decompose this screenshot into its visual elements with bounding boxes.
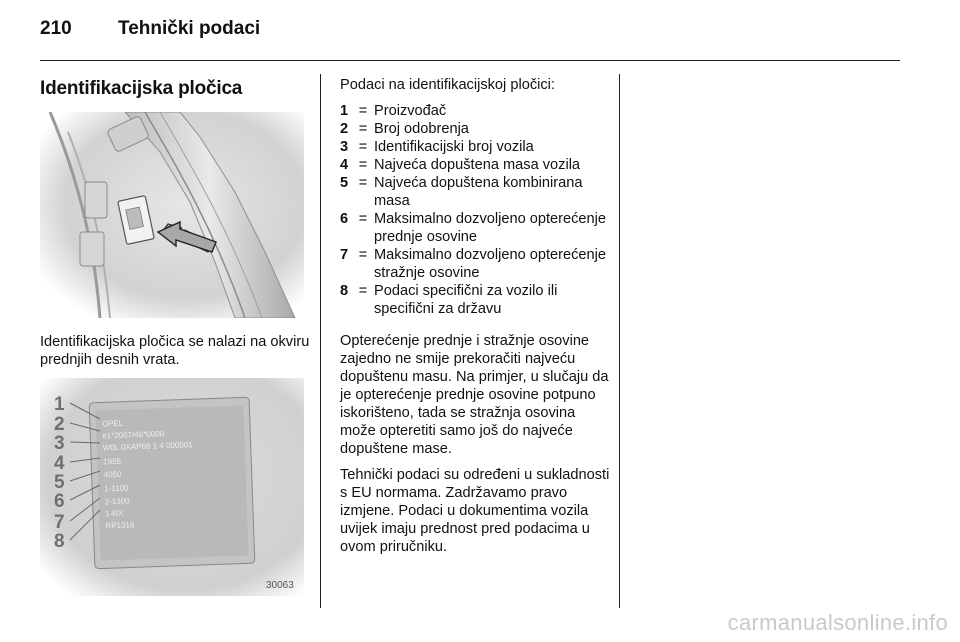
- plate-line-6: 1-1100: [104, 483, 129, 494]
- plate-number-4: 4: [54, 453, 65, 474]
- list-item-number: 6: [340, 211, 349, 227]
- plate-number-7: 7: [54, 512, 65, 533]
- plate-data-list: [340, 102, 612, 318]
- list-item-equals: =: [358, 103, 368, 119]
- page-header-title: Tehnički podaci: [118, 18, 261, 39]
- paragraph-axle-load: Opterećenje prednje i stražnje osovine zajedno ne smije prekoračiti najveću dopuštenu masu. Na primjer, u slučaju da je opterećenje prednje osovine potpuno iskorišteno, tada se stražnja osovina može opteretiti samo još do najveće dopuštene mase.: [340, 333, 609, 457]
- list-item-equals: =: [358, 247, 368, 263]
- list-item: [340, 174, 612, 210]
- list-item-text: Maksimalno dozvoljeno opterećenje stražnje osovine: [374, 247, 607, 281]
- list-item-text: Podaci specifični za vozilo ili specifični za državu: [374, 283, 558, 317]
- footer-watermark: carmanualsonline.info: [727, 610, 948, 635]
- list-item: [340, 102, 612, 120]
- list-item-text: Najveća dopuštena kombinirana masa: [374, 175, 583, 209]
- list-item-equals: =: [358, 175, 368, 191]
- plate-number-8: 8: [54, 531, 65, 552]
- plate-line-3: W0L 0XAP68 1 4 000001: [102, 440, 193, 453]
- list-item-equals: =: [358, 283, 368, 299]
- header-rule: [40, 60, 900, 61]
- list-item-number: 3: [340, 139, 349, 155]
- list-item-equals: =: [358, 157, 368, 173]
- figure1-caption: Identifikacijska pločica se nalazi na okviru prednjih desnih vrata.: [40, 334, 310, 368]
- list-item: [340, 156, 612, 174]
- list-item-number: 5: [340, 175, 349, 191]
- plate-line-1: OPEL: [101, 418, 124, 429]
- plate-number-3: 3: [54, 433, 65, 454]
- plate-number-2: 2: [54, 414, 65, 435]
- plate-line-9: RP1316: [105, 520, 135, 531]
- list-item-number: 2: [340, 121, 349, 137]
- list-item: [340, 138, 612, 156]
- list-item-text: Najveća dopuštena masa vozila: [374, 157, 581, 173]
- list-item-number: 4: [340, 157, 349, 173]
- list-item-text: Broj odobrenja: [374, 121, 469, 137]
- page-header: [40, 18, 260, 40]
- image-code: 30063: [266, 580, 294, 591]
- list-item-number: 1: [340, 103, 349, 119]
- list-item: [340, 282, 612, 318]
- plate-line-5: 4050: [103, 469, 122, 480]
- door-frame-illustration: [40, 112, 304, 318]
- identification-plate-illustration: [40, 378, 304, 596]
- list-item-equals: =: [358, 139, 368, 155]
- column-divider-right: [619, 74, 620, 608]
- list-item-number: 7: [340, 247, 349, 263]
- list-item-text: Maksimalno dozvoljeno opterećenje prednje osovine: [374, 211, 607, 245]
- plate-number-5: 5: [54, 472, 65, 493]
- list-item: [340, 246, 612, 282]
- text-column: [340, 76, 612, 564]
- paragraph-eu-norms: Tehnički podaci su određeni u sukladnosti s EU normama. Zadržavamo pravo izmjene. Podaci u dokumentima vozila uvijek imaju prednost pred podacima u ovom priručniku.: [340, 467, 610, 555]
- page-number: 210: [40, 18, 72, 39]
- section-title: Identifikacijska pločica: [40, 78, 243, 99]
- list-item: [340, 120, 612, 138]
- plate-line-2: e1*2007/46*0000: [102, 429, 165, 441]
- column-divider-left: [320, 74, 321, 608]
- list-item-text: Proizvođač: [374, 103, 447, 119]
- plate-line-8: 1-RX: [104, 508, 124, 519]
- list-item: [340, 210, 612, 246]
- list-item-equals: =: [358, 121, 368, 137]
- plate-line-4: 1955: [103, 456, 122, 467]
- plate-line-7: 2-1300: [104, 496, 130, 507]
- plate-number-1: 1: [54, 394, 65, 415]
- list-item-equals: =: [358, 211, 368, 227]
- list-item-number: 8: [340, 283, 349, 299]
- list-item-text: Identifikacijski broj vozila: [374, 139, 534, 155]
- plate-number-6: 6: [54, 491, 65, 512]
- list-intro: Podaci na identifikacijskoj pločici:: [340, 77, 555, 93]
